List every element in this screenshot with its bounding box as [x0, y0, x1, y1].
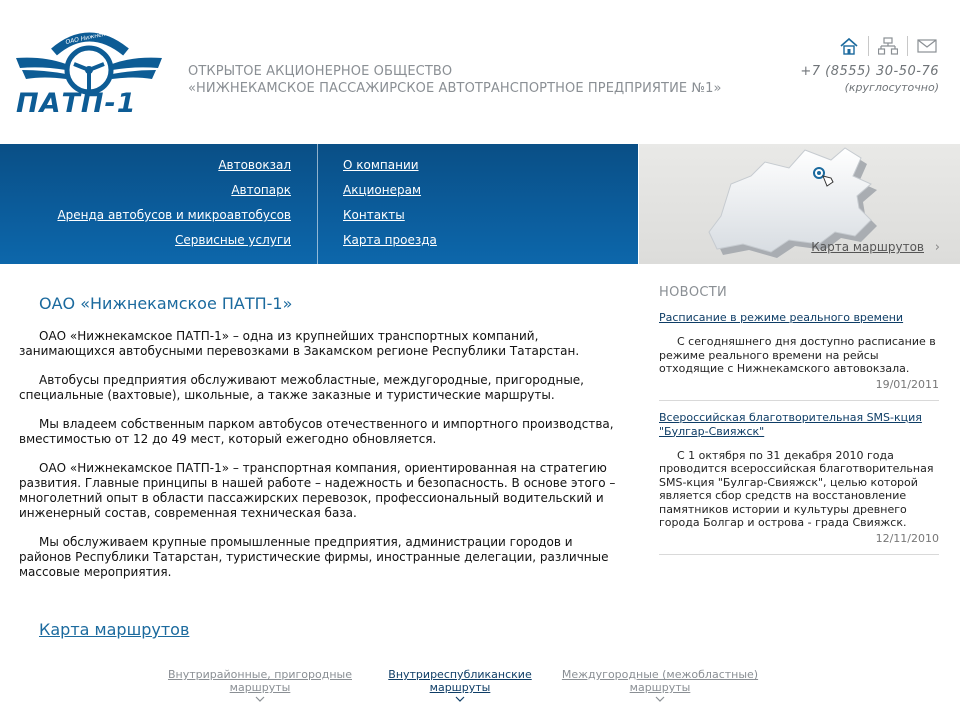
route-map-panel[interactable] — [639, 144, 960, 264]
content-paragraph: Мы владеем собственным парком автобусов отечественного и импортного производства, вместимостью от 12 до 49 мест, который ежегодно обновляется. — [19, 417, 614, 446]
chevron-down-icon — [255, 696, 265, 702]
sitemap-icon[interactable] — [868, 36, 899, 56]
nav-link-shareholders[interactable]: Акционерам — [343, 183, 422, 197]
tab-label-line1: Внутриреспубликанские — [388, 668, 532, 681]
chevron-down-icon — [655, 696, 665, 702]
content-paragraph: Автобусы предприятия обслуживают межобластные, междугородные, пригородные, специальные (вахтовые), школьные, а также заказные и туристические маршруты. — [19, 373, 584, 402]
nav-link-bus-fleet[interactable]: Автопарк — [231, 183, 291, 197]
company-name-line1: ОТКРЫТОЕ АКЦИОНЕРНОЕ ОБЩЕСТВО — [188, 64, 453, 79]
news-item-date: 19/01/2011 — [875, 377, 939, 391]
phone-note: (круглосуточно) — [844, 81, 939, 94]
route-map-link[interactable]: Карта маршрутов — [811, 240, 924, 254]
content-paragraph: ОАО «Нижнекамское ПАТП-1» – транспортная компания, ориентированная на стратегию развития. Главные принципы в нашей работе – надежность и безопасность. В основе этого – многолетний опыт в области пассажирских перевозок, профессиональный водительский и инженерный состав, современная техническая база. — [19, 461, 616, 520]
page-title: ОАО «Нижнекамское ПАТП-1» — [39, 294, 293, 313]
news-item — [659, 311, 939, 401]
news-item-title[interactable]: Расписание в режиме реального времени — [659, 311, 904, 324]
main-content — [19, 294, 623, 594]
main-navigation — [0, 144, 638, 264]
tab-local-routes[interactable] — [166, 668, 354, 702]
company-name-line2: «НИЖНЕКАМСКОЕ ПАССАЖИРСКОЕ АВТОТРАНСПОРТНОЕ ПРЕДПРИЯТИЕ №1» — [188, 81, 722, 96]
news-heading: НОВОСТИ — [659, 285, 728, 300]
tab-republic-routes[interactable] — [376, 668, 544, 702]
tab-intercity-routes[interactable] — [560, 668, 760, 702]
header-icons — [830, 36, 938, 56]
news-item — [659, 411, 939, 555]
chevron-right-icon: › — [934, 240, 940, 255]
tab-label-line2: маршруты — [629, 681, 691, 694]
mail-icon[interactable] — [907, 36, 938, 56]
chevron-down-icon — [455, 696, 465, 702]
nav-link-service[interactable]: Сервисные услуги — [175, 233, 291, 247]
route-map-heading[interactable]: Карта маршрутов — [39, 620, 190, 639]
contact-phone — [800, 64, 939, 94]
news-section — [659, 285, 939, 565]
content-paragraph: ОАО «Нижнекамское ПАТП-1» – одна из крупнейших транспортных компаний, занимающихся автобусными перевозками в Закамском регионе Республики Татарстан. — [19, 329, 580, 358]
phone-number: +7 (8555) 30-50-76 — [800, 64, 939, 79]
logo-arc-text: ОАО Нижнекамское — [64, 30, 129, 46]
logo-text: ПАТП-1 — [16, 88, 137, 115]
news-item-text: С 1 октября по 31 декабря 2010 года проводится всероссийская благотворительная SMS-кция "Булгар-Свияжск", целью которой является сбор средств на восстановление памятников истории и культуры древнего города Болгар и острова - града Свияжск. — [659, 448, 934, 529]
nav-link-bus-station[interactable]: Автовокзал — [218, 158, 291, 172]
nav-link-directions[interactable]: Карта проезда — [343, 233, 437, 247]
nav-link-about[interactable]: О компании — [343, 158, 419, 172]
tab-label-line2: маршруты — [429, 681, 491, 694]
company-logo[interactable] — [14, 30, 164, 115]
nav-link-bus-rental[interactable]: Аренда автобусов и микроавтобусов — [57, 208, 291, 222]
news-item-title[interactable]: Всероссийская благотворительная SMS-кция "Булгар-Свияжск" — [659, 410, 922, 438]
home-icon[interactable] — [838, 36, 860, 56]
nav-link-contacts[interactable]: Контакты — [343, 208, 405, 222]
content-paragraph: Мы обслуживаем крупные промышленные предприятия, администрации городов и районов Республики Татарстан, туристические фирмы, иностранные делегации, различные массовые мероприятия. — [19, 535, 609, 579]
logo-graphic — [14, 30, 164, 115]
tab-label-line1: Междугородные (межобластные) — [561, 668, 759, 681]
tab-label-line2: маршруты — [229, 681, 291, 694]
company-name — [188, 63, 722, 97]
news-item-date: 12/11/2010 — [875, 531, 939, 545]
nav-column-services — [0, 144, 318, 264]
news-item-text: С сегодняшнего дня доступно расписание в режиме реального времени на рейсы отходящие с Нижнекамского автовокзала. — [659, 335, 936, 375]
tab-label-line1: Внутрирайонные, пригородные — [167, 668, 352, 681]
